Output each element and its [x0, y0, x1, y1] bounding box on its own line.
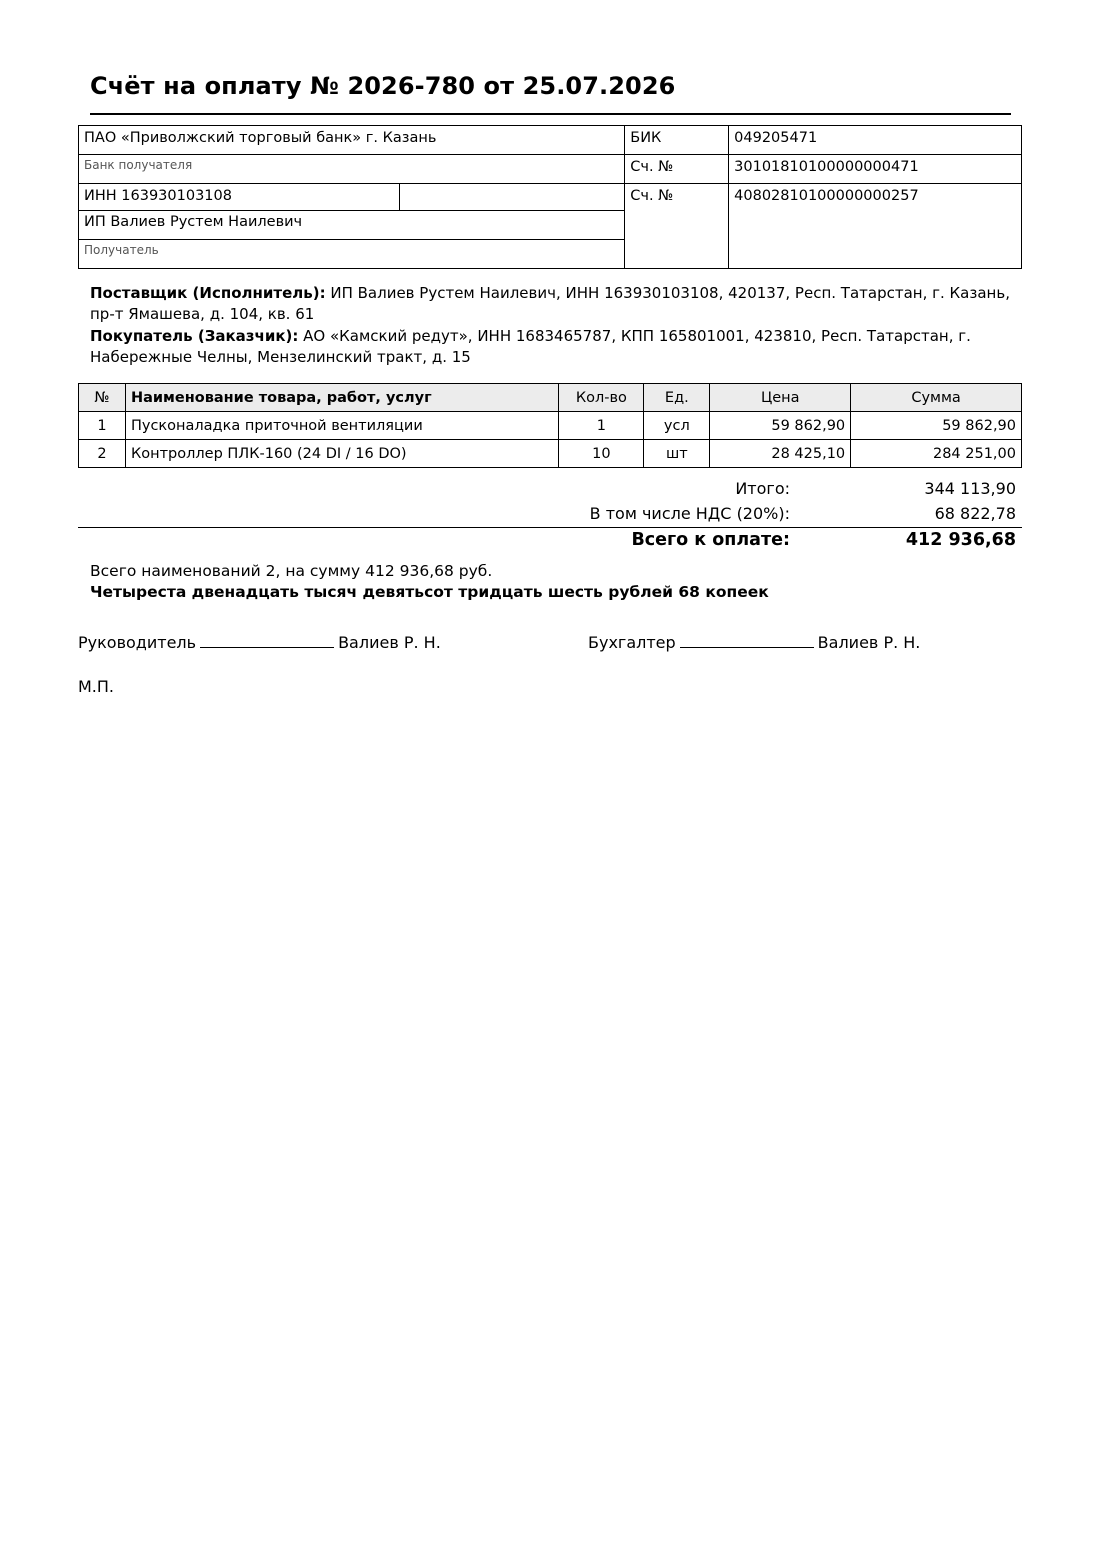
- col-header-num: №: [79, 384, 126, 412]
- amount-in-words: Четыреста двенадцать тысяч девятьсот тридцать шесть рублей 68 копеек: [90, 583, 769, 601]
- vat-value: 68 822,78: [934, 504, 1016, 523]
- row-num: 1: [79, 412, 126, 440]
- subtotal-row: [78, 476, 1022, 501]
- row-name: Пусконаладка приточной вентиляции: [125, 412, 558, 440]
- row-num: 2: [79, 440, 126, 468]
- stamp-place: М.П.: [78, 677, 115, 696]
- table-row: [79, 412, 1022, 440]
- recipient-name: ИП Валиев Рустем Наилевич: [79, 211, 625, 240]
- account-value: 40802810100000000257: [729, 184, 1022, 269]
- row-qty: 1: [559, 412, 644, 440]
- vat-row: [78, 501, 1022, 526]
- accountant-label: Бухгалтер: [588, 633, 676, 652]
- row-price: 28 425,10: [710, 440, 851, 468]
- bank-name: ПАО «Приволжский торговый банк» г. Казань: [79, 126, 625, 155]
- accountant-name: Валиев Р. Н.: [817, 633, 921, 652]
- bank-details-table: [78, 125, 1022, 269]
- items-count-text: Всего наименований 2, на сумму 412 936,68 руб.: [90, 562, 493, 580]
- accountant-signature-line: [680, 633, 814, 648]
- director-name: Валиев Р. Н.: [338, 633, 441, 652]
- grand-total-row: [78, 527, 1022, 554]
- bik-value: 049205471: [729, 126, 1022, 155]
- col-header-qty: Кол-во: [559, 384, 644, 412]
- grand-total-label: Всего к оплате:: [631, 530, 790, 550]
- parties-block: [90, 283, 1020, 369]
- grand-total-value: 412 936,68: [905, 530, 1016, 550]
- bank-caption: Банк получателя: [79, 155, 625, 184]
- supplier-label: Поставщик (Исполнитель):: [90, 284, 326, 302]
- corr-account-value: 30101810100000000471: [729, 155, 1022, 184]
- row-unit: шт: [644, 440, 710, 468]
- row-price: 59 862,90: [710, 412, 851, 440]
- bik-label: БИК: [625, 126, 729, 155]
- director-label: Руководитель: [78, 633, 197, 652]
- supplier-details: ИП Валиев Рустем Наилевич, ИНН 163930103108, 420137, Респ. Татарстан, г. Казань, пр-т Ямашева, д. 104, кв. 61: [90, 284, 1010, 323]
- table-row: [79, 440, 1022, 468]
- director-signature-line: [200, 633, 334, 648]
- subtotal-label: Итого:: [735, 479, 790, 498]
- buyer-details: АО «Камский редут», ИНН 1683465787, КПП 165801001, 423810, Респ. Татарстан, г. Набережные Челны, Мензелинский тракт, д. 15: [90, 327, 971, 366]
- items-table: [78, 383, 1022, 468]
- invoice-title: Счёт на оплату № 2026-780 от 25.07.2026: [90, 72, 676, 100]
- buyer-label: Покупатель (Заказчик):: [90, 327, 299, 345]
- row-sum: 59 862,90: [851, 412, 1022, 440]
- title-divider: [90, 113, 1011, 115]
- col-header-unit: Ед.: [644, 384, 710, 412]
- totals-block: [78, 476, 1022, 554]
- accountant-signature: [588, 633, 920, 652]
- supplier-line: [90, 283, 1020, 325]
- account-label: Сч. №: [625, 184, 729, 269]
- corr-account-label: Сч. №: [625, 155, 729, 184]
- recipient-caption: Получатель: [79, 240, 625, 269]
- summary-block: [90, 561, 769, 603]
- row-unit: усл: [644, 412, 710, 440]
- row-sum: 284 251,00: [851, 440, 1022, 468]
- col-header-price: Цена: [710, 384, 851, 412]
- buyer-line: [90, 326, 1020, 368]
- col-header-sum: Сумма: [851, 384, 1022, 412]
- row-name: Контроллер ПЛК-160 (24 DI / 16 DO): [125, 440, 558, 468]
- col-header-name: Наименование товара, работ, услуг: [125, 384, 558, 412]
- row-qty: 10: [559, 440, 644, 468]
- recipient-inn: ИНН 163930103108: [79, 184, 400, 211]
- director-signature: [78, 633, 441, 652]
- recipient-kpp: [399, 184, 625, 211]
- vat-label: В том числе НДС (20%):: [589, 504, 790, 523]
- subtotal-value: 344 113,90: [924, 479, 1016, 498]
